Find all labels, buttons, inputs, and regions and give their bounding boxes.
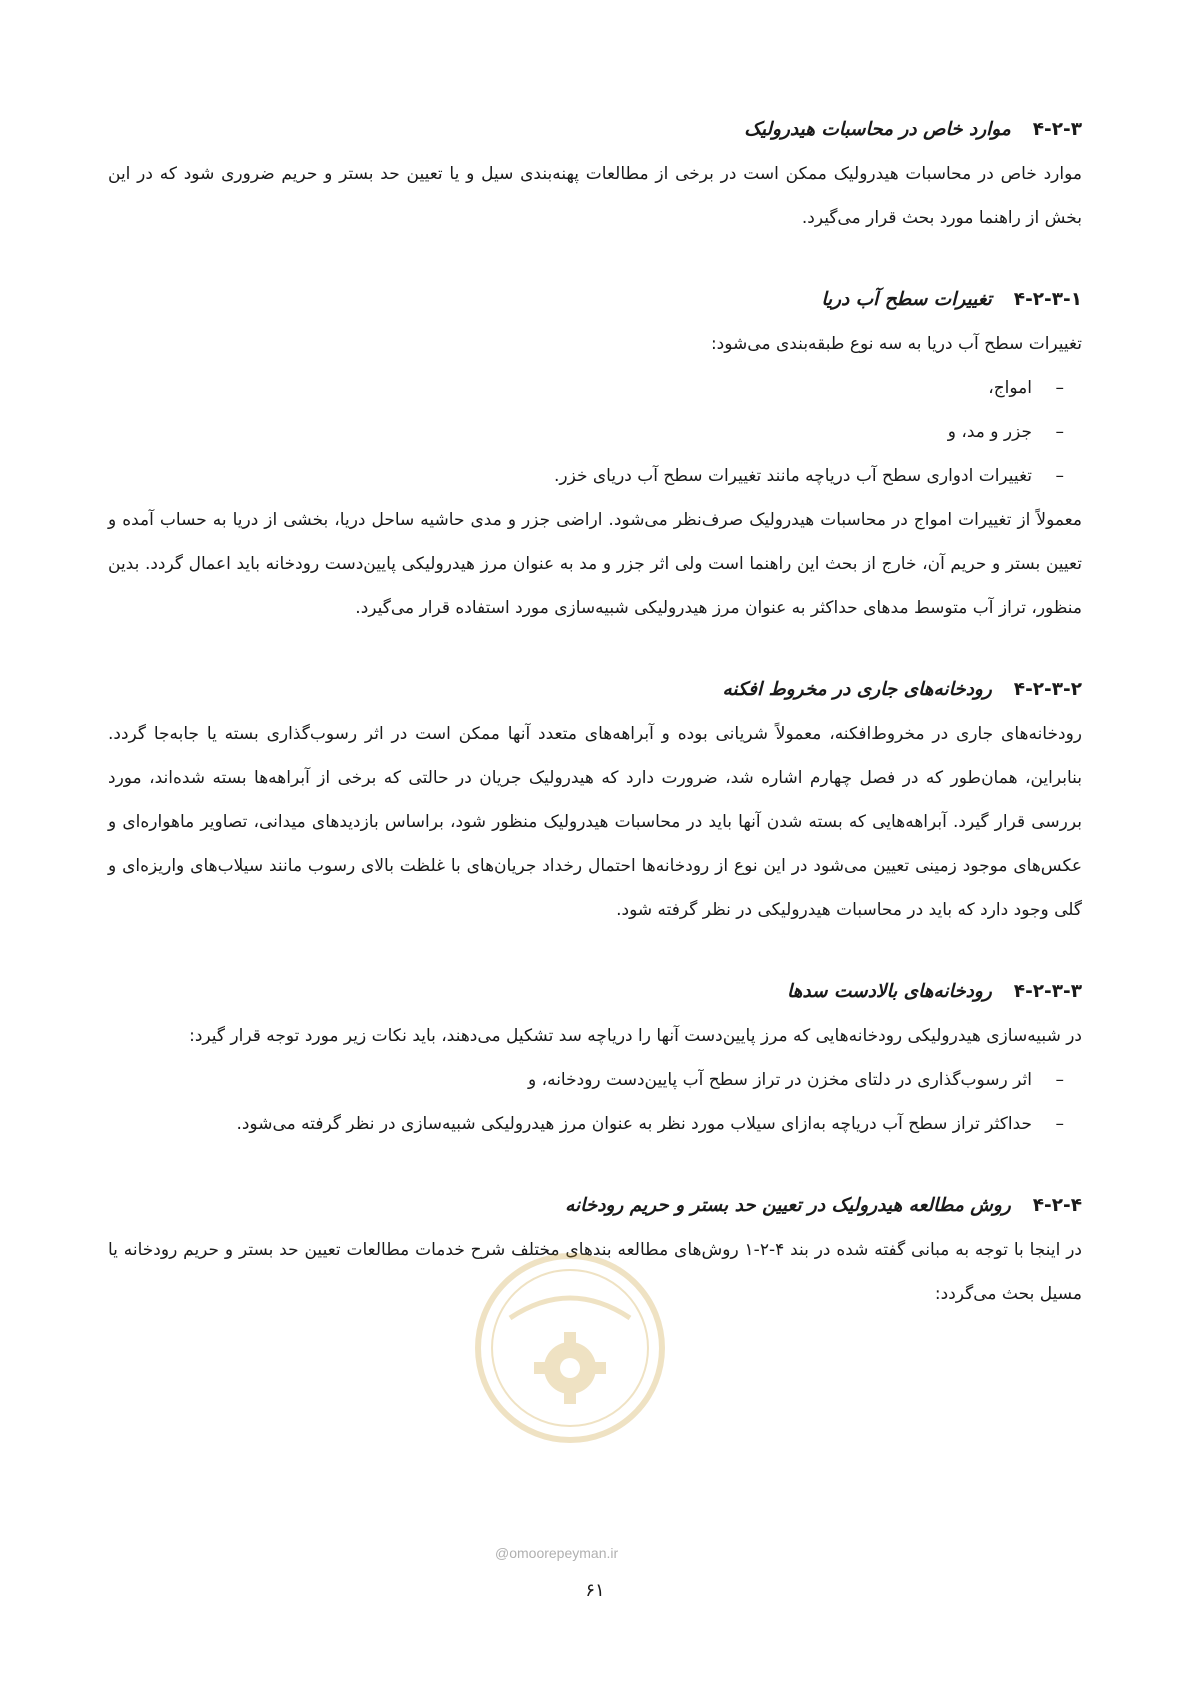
section-title: روش مطالعه هیدرولیک در تعیین حد بستر و حریم رودخانه bbox=[565, 1195, 1011, 1216]
bullet-list bbox=[108, 366, 1082, 498]
paragraph: در شبیه‌سازی هیدرولیکی رودخانه‌هایی که مرز پایین‌دست آنها را دریاچه سد تشکیل می‌دهند، باید نکات زیر مورد توجه قرار گیرد: bbox=[189, 1026, 1082, 1046]
list-item: – جزر و مد، و bbox=[108, 410, 1064, 454]
list-item: – حداکثر تراز سطح آب دریاچه به‌ازای سیلاب مورد نظر به عنوان مرز هیدرولیکی شبیه‌سازی در نظر گرفته می‌شود. bbox=[108, 1102, 1064, 1146]
paragraph: در اینجا با توجه به مبانی گفته شده در بند ۴-۲-۱ روش‌های مطالعه بندهای مختلف شرح خدمات مطالعات تعیین حد بستر و حریم رودخانه یا مسیل بحث می‌گردد: bbox=[108, 1240, 1082, 1304]
paragraph: رودخانه‌های جاری در مخروط‌افکنه، معمولاً شریانی بوده و آبراهه‌های متعدد آنها ممکن است در اثر رسوب‌گذاری بسته یا جابه‌جا گردد. بنابراین، همان‌طور که در فصل چهارم اشاره شد، ضرورت دارد که هیدرولیک جریان در حالتی که برخی از آبراهه‌ها بسته شده‌اند، مورد بررسی قرار گیرد. آبراهه‌هایی که بسته شدن آنها باید در محاسبات هیدرولیک منظور شود، براساس بازدیدهای میدانی، تصاویر ماهواره‌ای و عکس‌های موجود زمینی تعیین می‌شود در این نوع از رودخانه‌ها احتمال رخداد جریان‌های با غلظت بالای رسوب مانند سیلاب‌های واریزه‌ای و گلی وجود دارد که باید در محاسبات هیدرولیکی در نظر گرفته شود. bbox=[108, 724, 1082, 920]
section-number: ۴-۲-۴ bbox=[1032, 1195, 1082, 1216]
paragraph: تغییرات سطح آب دریا به سه نوع طبقه‌بندی می‌شود: bbox=[710, 334, 1082, 354]
section-number: ۴-۲-۳ bbox=[1032, 119, 1082, 140]
paragraph: معمولاً از تغییرات امواج در محاسبات هیدرولیک صرف‌نظر می‌شود. اراضی جزر و مدی حاشیه ساحل دریا، بخشی از دریا به حساب آمده و تعیین بستر و حریم آن، خارج از بحث این راهنما است ولی اثر جزر و مد به عنوان مرز هیدرولیکی پایین‌دست رودخانه باید اعمال گردد. بدین منظور، تراز آب متوسط مدهای حداکثر به عنوان مرز هیدرولیکی شبیه‌سازی مورد استفاده قرار می‌گیرد. bbox=[108, 510, 1082, 618]
bullet-list bbox=[108, 1058, 1082, 1146]
list-item: – امواج، bbox=[108, 366, 1064, 410]
section-heading-4-2-3-3 bbox=[108, 970, 1082, 1014]
section-heading-4-2-4 bbox=[108, 1184, 1082, 1228]
section-heading-4-2-3 bbox=[108, 108, 1082, 152]
page-number: ۶۱ bbox=[585, 1580, 605, 1601]
section-number: ۴-۲-۳-۳ bbox=[1013, 981, 1082, 1002]
section-title: رودخانه‌های جاری در مخروط افکنه bbox=[722, 679, 992, 700]
watermark-url: @omoorepeyman.ir bbox=[495, 1545, 619, 1561]
list-item: – تغییرات ادواری سطح آب دریاچه مانند تغییرات سطح آب دریای خزر. bbox=[108, 454, 1064, 498]
list-item: – اثر رسوب‌گذاری در دلتای مخزن در تراز سطح آب پایین‌دست رودخانه، و bbox=[108, 1058, 1064, 1102]
section-title: رودخانه‌های بالادست سدها bbox=[786, 981, 992, 1002]
section-title: موارد خاص در محاسبات هیدرولیک bbox=[744, 119, 1011, 140]
section-heading-4-2-3-2 bbox=[108, 668, 1082, 712]
section-number: ۴-۲-۳-۲ bbox=[1013, 679, 1082, 700]
section-number: ۴-۲-۳-۱ bbox=[1013, 289, 1082, 310]
document-page bbox=[108, 108, 1082, 1316]
section-heading-4-2-3-1 bbox=[108, 278, 1082, 322]
paragraph: موارد خاص در محاسبات هیدرولیک ممکن است در برخی از مطالعات پهنه‌بندی سیل و یا تعیین حد بستر و حریم ضروری شود که در این بخش از راهنما مورد بحث قرار می‌گیرد. bbox=[108, 164, 1082, 228]
section-title: تغییرات سطح آب دریا bbox=[821, 289, 992, 310]
